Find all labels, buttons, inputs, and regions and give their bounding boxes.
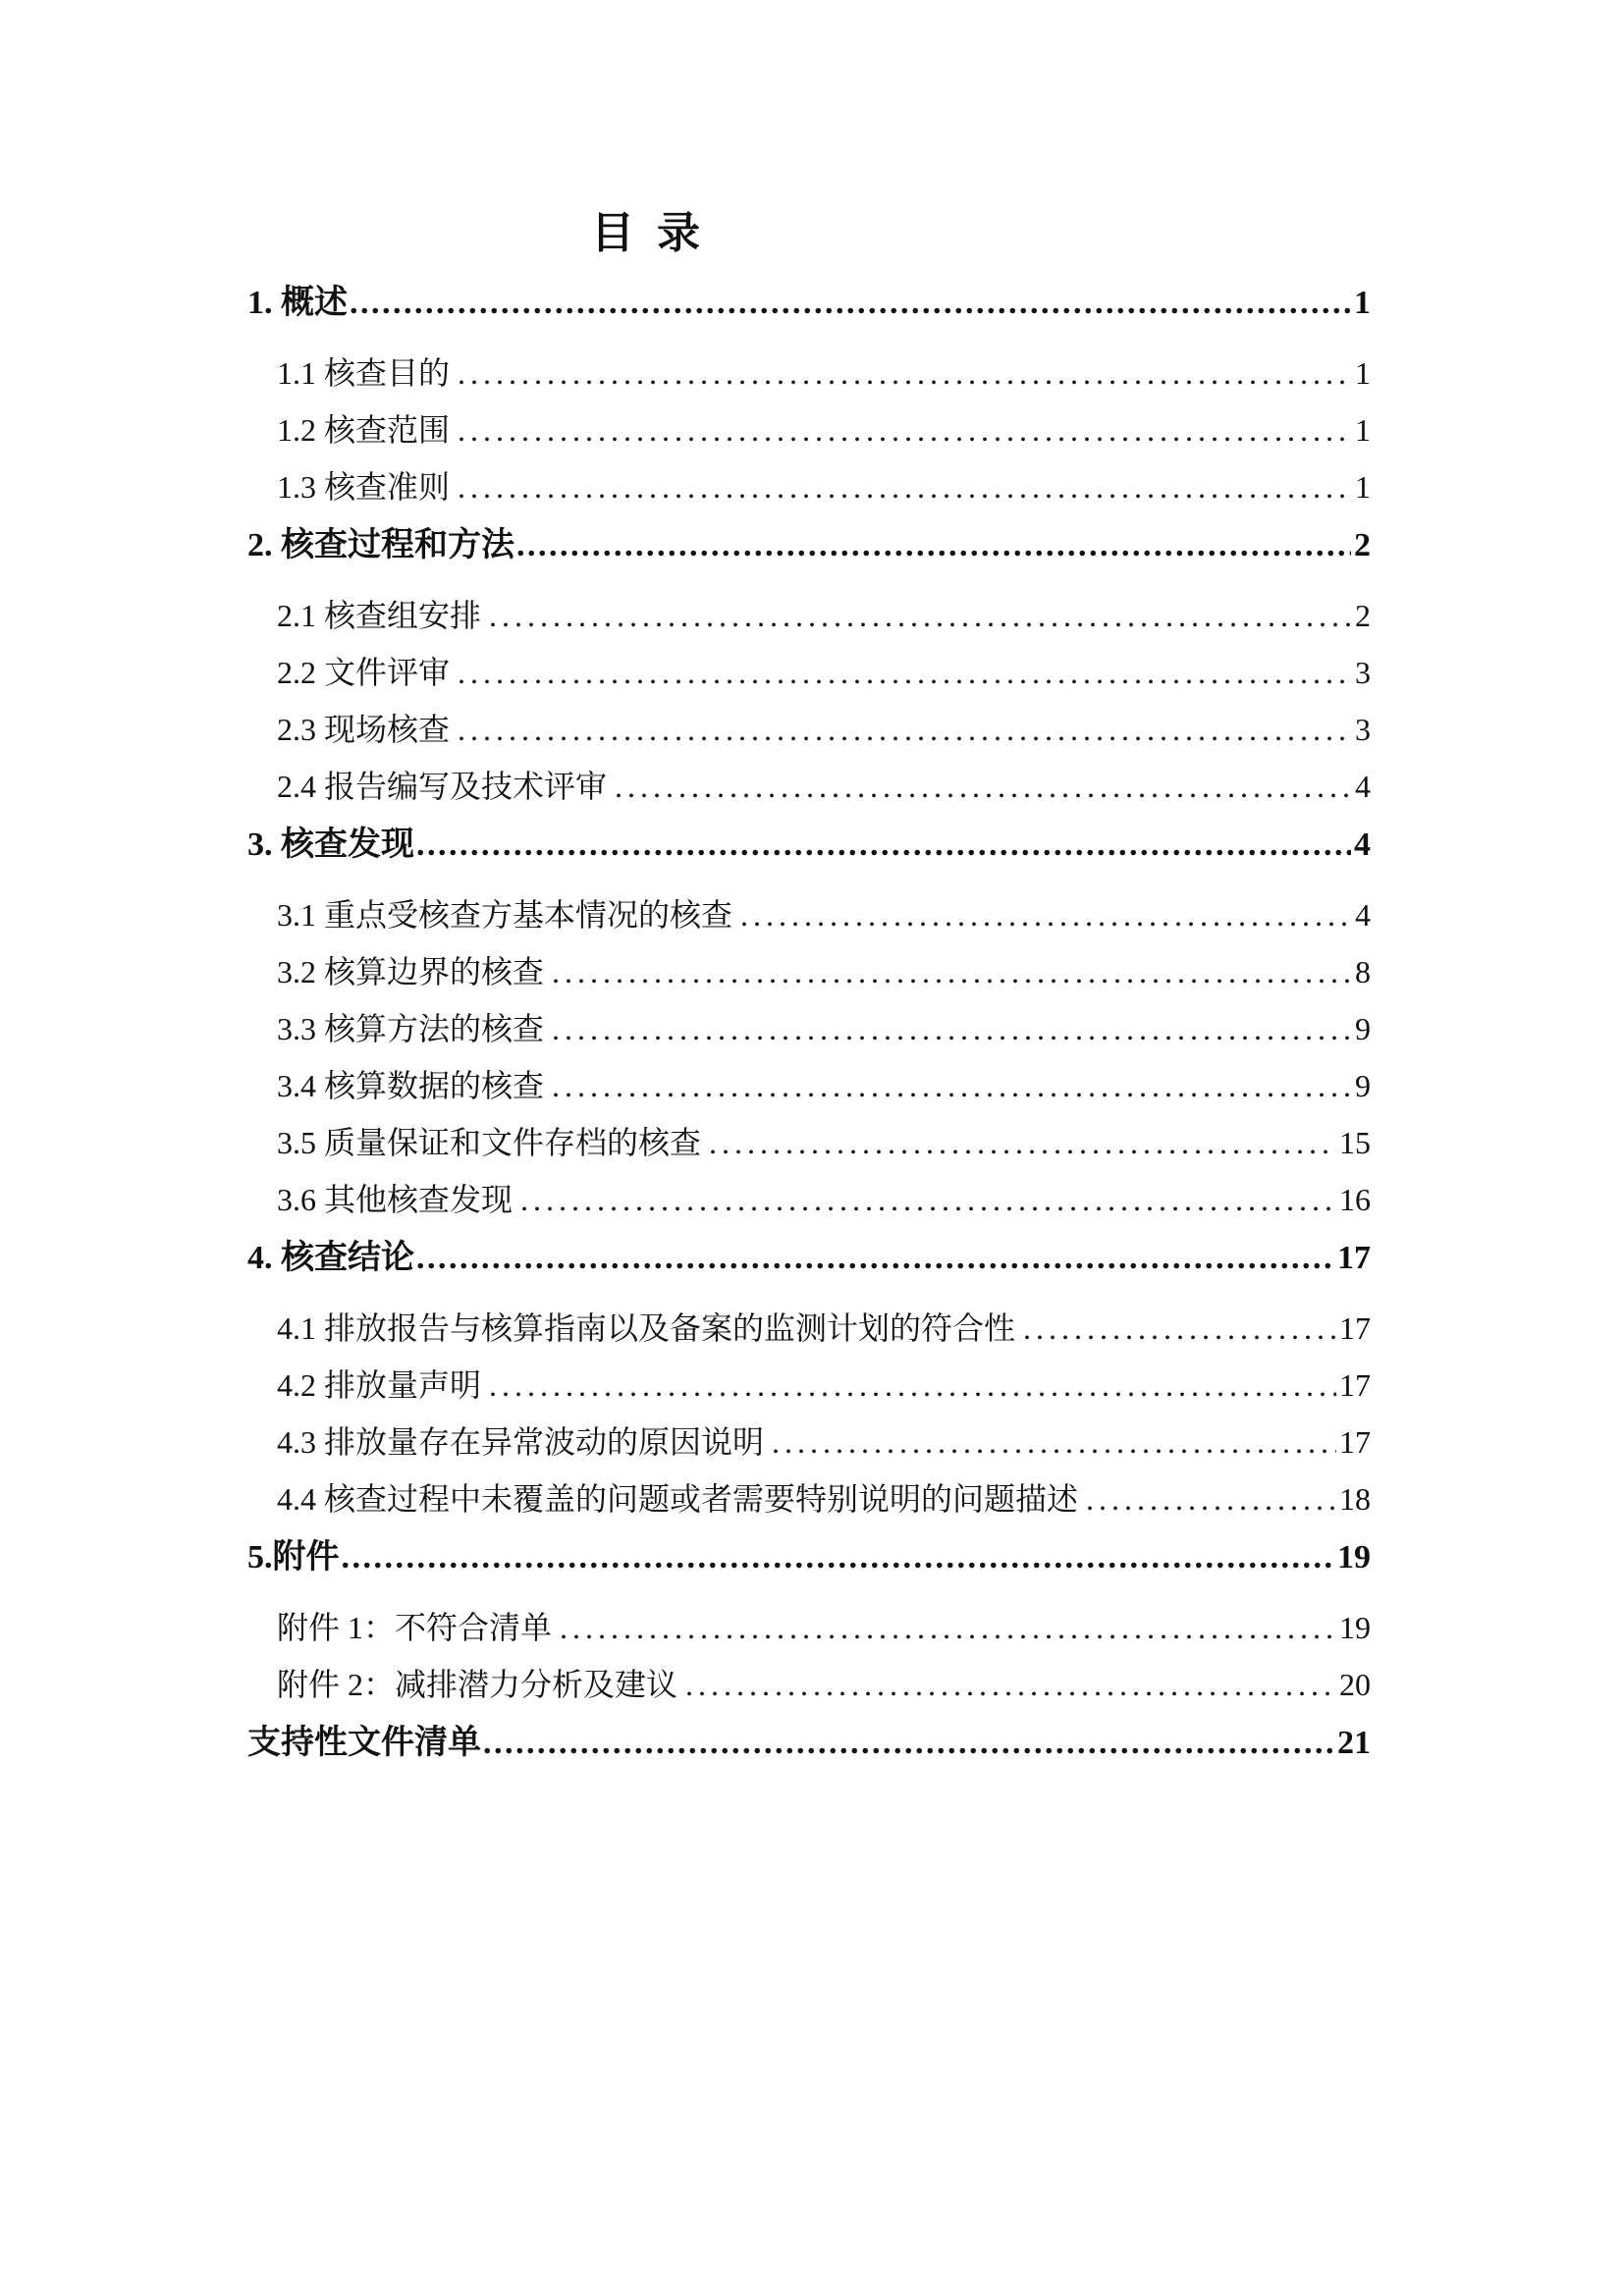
toc-entry[interactable] [247,414,1371,447]
toc-entry-label: 4.1 排放报告与核算指南以及备案的监测计划的符合性 [277,1310,1016,1346]
toc-leader-dots [458,471,1352,504]
toc-entry-label: 3.5 质量保证和文件存档的核查 [277,1125,702,1160]
toc-entry-label: 4.3 排放量存在异常波动的原因说明 [277,1424,765,1460]
toc-entry-page: 17 [1339,1367,1371,1403]
toc-entry-label: 2.1 核查组安排 [277,598,482,633]
toc-leader-dots [458,657,1352,689]
toc-entry[interactable] [247,1312,1371,1345]
toc-entry-page: 9 [1355,1068,1371,1103]
toc-entry[interactable] [247,528,1371,562]
toc-entry-page: 21 [1337,1725,1371,1761]
toc-leader-dots [458,357,1352,390]
toc-leader-dots [740,899,1352,932]
toc-entry-label: 3. 核查发现 [247,827,414,863]
toc-leader-dots [685,1669,1336,1701]
toc-leader-dots [483,1726,1334,1760]
toc-entry-page: 2 [1354,527,1371,563]
toc-entry-page: 15 [1339,1125,1371,1160]
toc-entry-label: 1.2 核查范围 [277,412,451,448]
toc-leader-dots [350,286,1351,320]
toc-leader-dots [552,956,1352,988]
toc-entry[interactable] [247,471,1371,504]
toc-leader-dots [489,1369,1336,1402]
toc-entry[interactable] [247,657,1371,689]
toc-entry-page: 3 [1355,712,1371,747]
toc-leader-dots [458,414,1352,447]
toc-entry[interactable] [247,714,1371,746]
page-title: 目 录 [591,209,706,257]
toc-entry-page: 1 [1355,469,1371,505]
toc-leader-dots [615,771,1352,803]
toc-leader-dots [1086,1483,1336,1516]
toc-entry-label: 附件 1：不符合清单 [277,1610,553,1645]
toc-leader-dots [516,528,1351,562]
toc-entry-label: 3.3 核算方法的核查 [277,1011,545,1046]
toc-entry[interactable] [247,600,1371,632]
toc-entry-label: 2. 核查过程和方法 [247,527,514,563]
toc-entry[interactable] [247,1612,1371,1644]
toc-entry-page: 19 [1337,1539,1371,1575]
toc-entry-page: 4 [1355,769,1371,804]
toc-entry[interactable] [247,1669,1371,1701]
toc-entry-page: 20 [1339,1667,1371,1702]
toc-entry[interactable] [247,1184,1371,1216]
toc-entry-page: 1 [1355,412,1371,448]
toc-entry[interactable] [247,771,1371,803]
toc-entry-page: 2 [1355,598,1371,633]
toc-leader-dots [772,1426,1336,1459]
toc-entry[interactable] [247,1540,1371,1575]
toc-leader-dots [1023,1312,1336,1345]
toc-leader-dots [560,1612,1336,1644]
toc-entry-label: 4.4 核查过程中未覆盖的问题或者需要特别说明的问题描述 [277,1481,1079,1517]
toc-entry[interactable] [247,1369,1371,1402]
toc-entry-label: 2.4 报告编写及技术评审 [277,769,608,804]
toc-entry[interactable] [247,1127,1371,1159]
toc-entry[interactable] [247,1726,1371,1760]
toc-entry-page: 9 [1355,1011,1371,1046]
toc-entry-page: 17 [1337,1240,1371,1276]
toc-entry[interactable] [247,1013,1371,1045]
toc-entry-label: 5.附件 [247,1539,340,1575]
toc-leader-dots [342,1540,1335,1575]
toc-entry-page: 4 [1354,827,1371,863]
toc-entry[interactable] [247,1426,1371,1459]
toc-entry-label: 3.4 核算数据的核查 [277,1068,545,1103]
toc-entry[interactable] [247,286,1371,320]
toc-entry-page: 19 [1339,1610,1371,1645]
toc-entry-page: 18 [1339,1481,1371,1517]
toc-entry[interactable] [247,956,1371,988]
toc-entry-label: 2.3 现场核查 [277,712,451,747]
toc-entry-label: 1. 概述 [247,285,348,321]
toc-entry-page: 17 [1339,1424,1371,1460]
toc-entry-label: 3.1 重点受核查方基本情况的核查 [277,897,733,933]
toc-leader-dots [552,1013,1352,1045]
toc-entry-page: 17 [1339,1310,1371,1346]
toc-leader-dots [416,1241,1334,1275]
toc-entry-label: 1.3 核查准则 [277,469,451,505]
toc-entry-label: 2.2 文件评审 [277,655,451,690]
toc-entry-page: 1 [1355,355,1371,391]
toc-entry-page: 8 [1355,954,1371,989]
toc-leader-dots [552,1070,1352,1102]
toc-entry-page: 3 [1355,655,1371,690]
toc-entry-label: 4.2 排放量声明 [277,1367,482,1403]
toc-entry-page: 1 [1354,285,1371,321]
toc-leader-dots [520,1184,1336,1216]
toc-entry-page: 16 [1339,1182,1371,1217]
toc-entry[interactable] [247,357,1371,390]
toc-entry-page: 4 [1355,897,1371,933]
toc-leader-dots [458,714,1352,746]
toc-entry[interactable] [247,1241,1371,1275]
toc-entry-label: 4. 核查结论 [247,1240,414,1276]
toc-entry[interactable] [247,1483,1371,1516]
toc-entry-label: 3.2 核算边界的核查 [277,954,545,989]
toc-entry[interactable] [247,1070,1371,1102]
toc-entry-label: 支持性文件清单 [247,1725,481,1761]
toc-entry-label: 3.6 其他核查发现 [277,1182,514,1217]
toc-entry-label: 1.1 核查目的 [277,355,451,391]
toc-entry-label: 附件 2：减排潜力分析及建议 [277,1667,678,1702]
toc-leader-dots [709,1127,1336,1159]
toc-leader-dots [416,828,1351,862]
toc-leader-dots [489,600,1352,632]
toc-entry[interactable] [247,828,1371,862]
toc-entry[interactable] [247,899,1371,932]
